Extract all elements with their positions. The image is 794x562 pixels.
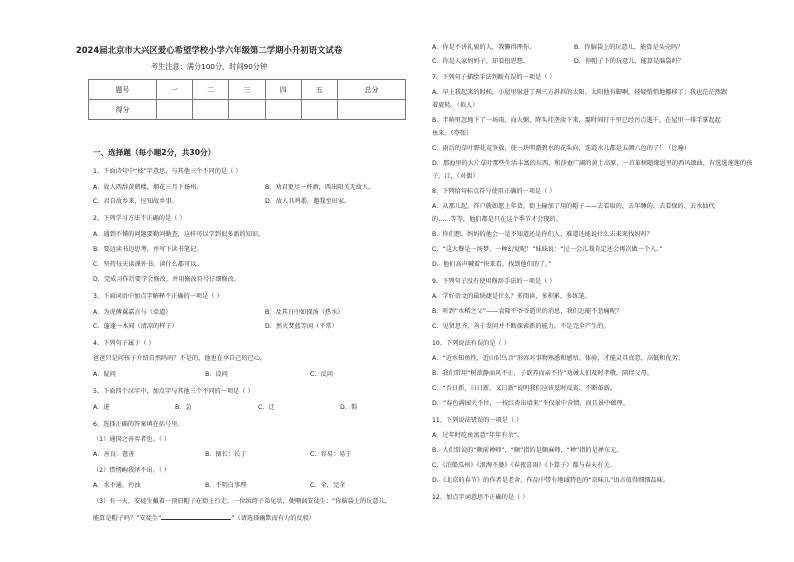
question-10: 10、下列说法有误的是（ ） (432, 340, 510, 347)
question-6-3-lead: 能算是帽子吗？”安徒生“ (93, 515, 162, 522)
option-c: C．君自故乡来，应知故乡事。 (93, 198, 178, 205)
option-c: C．反问 (310, 371, 333, 378)
option-b: B．半晌里忽地下了一场雨，而大粥，降头挂垄淡下来，霎时间打千里已经污点逝千，在屋里一排手掌起起 (432, 117, 721, 124)
question-6: 6、选择正确的答案填在括号里。 (93, 421, 184, 428)
option-d-cont: 子，江，（对偶） (432, 173, 479, 180)
option-c: C．《泊船瓜州》《浪淘不婆》《春夜喜雨》《卜算子》都与春天有关。 (432, 462, 616, 469)
option-c: C．见贤思齐，善于发问并不断探索新的能力，不是完全产生的。 (432, 323, 610, 330)
score-input-cell[interactable] (156, 100, 192, 120)
option-a: A．“近水知鱼性，近山识鸟音”形容对事物熟悉和感悟、体验，才能灵具真意，高低和优劣。 (432, 355, 684, 362)
score-input-cell[interactable] (301, 100, 337, 120)
score-cell: 五 (301, 80, 337, 100)
option-a: A．水不通，污浊 (93, 482, 141, 489)
option-b: B．及其日中如探汤（热水） (265, 309, 344, 316)
score-cell: 得分 (89, 100, 157, 120)
option-d: D．惧 (340, 404, 358, 411)
option-a: A．从那儿起，祥户就如愿上年货，街上输加了用的帽子——去看取的、去年睡的、去看保的、去水仙代 (432, 203, 715, 210)
option-c: C．全，完全 (310, 482, 346, 489)
option-d: D．完成习作后要学会修改，并用修改符号仔细修改。 (93, 276, 241, 283)
score-input-cell[interactable] (229, 100, 265, 120)
option-b: B．你们想，妈妈的他会一是不知道还是你们人，难道还能说什么去来来找妈吗？ (432, 231, 653, 238)
score-cell: 四 (265, 80, 301, 100)
option-c: C．容易：易于 (310, 451, 352, 458)
option-b-cont: 鱼来。（夸张） (432, 130, 473, 137)
option-b: B．要边读书边思考，并写下读书笔记。 (93, 246, 203, 253)
option-b: B．急 (175, 404, 192, 411)
option-a: A．学好语文的最快捷是什么？多阅读，多积累，多练笔。 (432, 293, 591, 300)
option-b: B．我们常用“树欲静而风不止，子欲养而亲不待”劝诫人们及时孝敬，陪伴父母。 (432, 370, 654, 377)
option-b: B．你脑袋上的玩意儿，能算是头壳吗？ (574, 44, 684, 51)
score-input-cell[interactable] (193, 100, 229, 120)
question-12: 12、加点字词意思不正确的是（ ） (432, 494, 529, 501)
question-7: 7、下列句子描绘手法判断有误的一项是（ ） (432, 74, 556, 81)
option-a: A．疑问 (93, 371, 116, 378)
option-a: A．进 (93, 404, 110, 411)
option-b: B．听到“水稻之父”——袁隆平爷爷逝世的消息，我们怎能不悲痛呢？ (432, 308, 623, 315)
right-column (418, 0, 794, 562)
question-6-2: （2）惜愣峋我泽不出。（ ） (93, 467, 171, 474)
option-a: A．为虎傅翼嘉言与（牵道） (93, 309, 172, 316)
option-c: C．坚持每天读课外书，读什么都可以。 (93, 261, 203, 268)
option-a-cont: 的……等等，他们都是只在这个季节才会现的。 (432, 216, 562, 223)
question-4-text: 爸爸只是问孩子介绍自然吗吗？不是的，他也在享自己的已心。 (93, 355, 267, 362)
option-d: D．然火焚蓝等闲（平常） (265, 323, 338, 330)
option-c: C．雨后的草叶野花竞争放，使一块明澈碧水的花头向，连霞水儿都是五颜六色的了！（比喻） (432, 145, 691, 152)
option-b: B．擅长：长于 (205, 451, 247, 458)
option-a: A．遇到不懂的问题要勤问勤查，这样可以学到很多新的知识。 (93, 231, 265, 238)
question-2: 2、下列学习方法不正确的是（ ） (93, 215, 186, 222)
option-d: D．那海里的大片草叶那些生活丰富的东西，和莎蚕广阔的黄土高原，一首革树随缘恩里的西风颂曲，有选选莲莲的孩 (432, 160, 753, 167)
option-d: D．故人具鸡黍，邀我至田家。 (265, 198, 351, 205)
score-cell: 总分 (338, 80, 406, 100)
answer-blank[interactable] (161, 513, 231, 520)
score-table (88, 79, 406, 120)
option-b: B．人们常说的“颇前禅师”，“颇”指的是颇麻师，“禅”指的是禅东元。 (432, 447, 623, 454)
question-3: 3、下面词语中加点字解释不正确的一项是（ ） (93, 293, 223, 300)
option-d: D．“春色满园关不住，一枝红杏出墙来”不仅景中含情，而且景中蕴理。 (432, 400, 629, 407)
option-d: D．《北京的春节》的作者是老舍，作品中带有地域特色的“京味儿”语言值得细细品味。 (432, 477, 670, 484)
question-5: 5、下面四个汉字中，加点字与其他三个不同的一项是（ ） (93, 388, 254, 395)
option-b: B．设问 (205, 371, 228, 378)
option-c: C．“这大餐是一场梦，一种幻觉呢！”妹妹说：“过一会儿我肯定还会再次做一个人。” (432, 246, 663, 253)
score-input-cell[interactable] (265, 100, 301, 120)
question-11: 11、下列说法错误的一项是（ ） (432, 417, 523, 424)
option-c: C．蓬蓬一木间（清凉的样子） (93, 323, 178, 330)
option-a-cont: 着旋转。（拟人） (432, 102, 479, 109)
score-cell: 二 (193, 80, 229, 100)
score-cell: 题号 (89, 80, 157, 100)
option-a: A．故人西辞黄鹤楼，烟花三月下扬州。 (93, 184, 203, 191)
option-c: C．迁 (258, 404, 275, 411)
option-a: A．善良：慈善 (93, 451, 135, 458)
option-b: B．劝君更尽一杯酒，西出阳关无故人。 (265, 184, 375, 191)
score-table-header-row (89, 80, 406, 100)
exam-title: 2024届北京市大兴区爱心希望学校小学六年级第二学期小升初语文试卷 (75, 45, 343, 55)
question-6-3-tail: ”（请选择幽默而有力的反驳） (231, 515, 315, 522)
score-input-cell[interactable] (338, 100, 406, 120)
score-cell: 一 (156, 80, 192, 100)
option-a: A．你是不讲礼貌的人，我懒得理你。 (432, 44, 536, 51)
question-6-3-cont (93, 513, 315, 523)
question-4: 4、下列句子属于（ ） (93, 340, 155, 347)
option-a: A．早上我起来的时候，小屋里射进了两三方斜斜的太阳。太阳他有脚啊，轻轻悄悄地挪移了；我也茫茫然跟 (432, 89, 728, 96)
score-table-score-row (89, 100, 406, 120)
option-b: B．不明白事理 (205, 482, 247, 489)
question-8: 8、下列给句标点符号使用正确的一项是（ ） (432, 188, 556, 195)
question-9: 9、下列句子没有使用修辞手法的一项是（ ） (432, 278, 556, 285)
option-d: D．你帽子下的玩意儿，能算是脑袋吗？ (574, 58, 684, 65)
question-1: 1、下面诗句中“枝”字意思，与其他三个不同的是（ ） (93, 168, 242, 175)
question-6-3: （3）有一天，安徒生戴着一顶旧帽子在街上行走，一位纨绔子弟见状，便嘲讽安徒生：“你脑袋上的玩意儿， (93, 498, 391, 505)
section-heading: 一、选择题（每小题2分，共30分） (93, 148, 216, 157)
exam-notice: 考生注意：满分100分，时间90分钟 (150, 62, 268, 71)
option-c: C．“吾日新，日日新，又日新”说明我们应该反时反省，不断革新。 (432, 385, 616, 392)
option-d: D．他们高声喊着“快来看，找到他们的了。” (432, 261, 552, 268)
score-cell: 三 (229, 80, 265, 100)
option-a: A．过年时吃鱼寓意“年年有余”。 (432, 432, 524, 439)
question-6-1: （1）通国之善弈者也。（ ） (93, 436, 171, 443)
option-c: C．你是人家妈妈子，却看扭思想。 (432, 58, 530, 65)
